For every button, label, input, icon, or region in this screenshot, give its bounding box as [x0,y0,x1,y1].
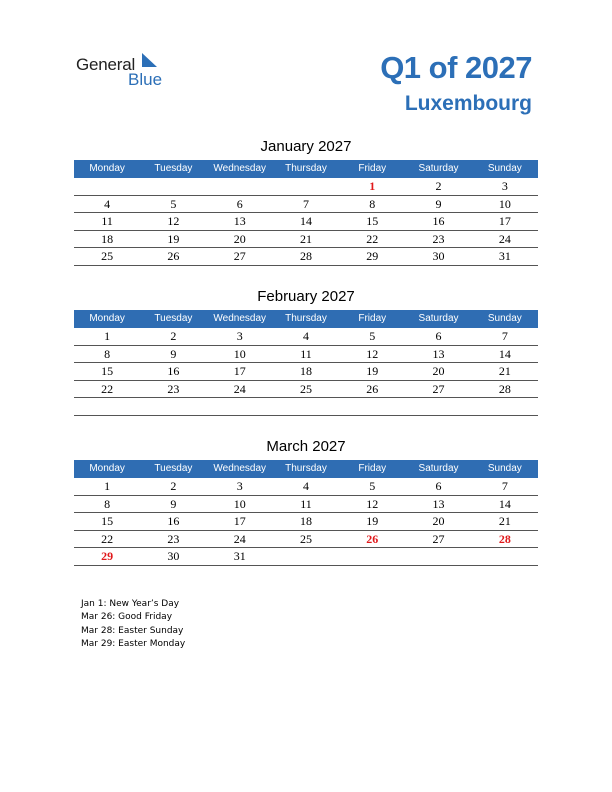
day-cell [207,398,273,415]
day-cell: 14 [299,214,312,229]
day-cell: 1 [104,329,111,343]
day-cell: 4 [302,329,309,343]
day-cell: 6 [435,479,442,493]
holiday-note: Mar 29: Easter Monday [81,639,186,650]
week-row [74,248,538,266]
day-cell: 17 [233,514,246,529]
day-cell: 25 [101,249,114,264]
day-cell: 8 [369,196,376,211]
month-calendar-march [74,437,538,566]
day-cell: 2 [170,479,177,493]
day-cell: 15 [101,514,114,529]
day-cell: 12 [366,496,379,511]
week-row [74,478,538,496]
day-cell: 1 [104,479,111,493]
day-cell: 26 [366,381,379,396]
day-cell: 21 [498,364,511,379]
weekday-label: Tuesday [154,313,193,324]
weekday-label: Monday [89,163,125,174]
weekday-label: Monday [89,463,125,474]
day-cell [74,178,140,195]
day-cell: 18 [299,514,312,529]
weekday-label: Friday [358,163,387,174]
day-cell: 2 [170,329,177,343]
month-title: February 2027 [257,288,355,305]
day-cell: 7 [302,196,309,211]
day-cell [273,548,339,565]
holiday-note: Mar 28: Easter Sunday [81,625,184,636]
day-cell: 11 [101,214,113,229]
day-cell: 1 [369,179,376,193]
country-subtitle: Luxembourg [404,92,532,115]
week-row [74,381,538,399]
day-cell: 27 [233,249,246,264]
day-cell: 16 [167,364,180,379]
day-cell: 3 [236,479,243,493]
weekday-label: Thursday [285,313,327,324]
day-cell: 24 [233,381,246,396]
day-cell: 21 [299,231,312,246]
weekday-label: Friday [358,463,387,474]
day-cell: 12 [167,214,180,229]
weekday-header [74,160,538,178]
week-row [74,513,538,531]
day-cell [207,178,273,195]
day-cell: 30 [167,549,180,564]
weekday-label: Saturday [418,463,459,474]
day-cell: 6 [435,329,442,343]
day-cell: 9 [170,496,177,511]
day-cell: 6 [236,196,243,211]
day-cell: 9 [170,346,177,361]
day-cell: 27 [432,531,445,546]
weekday-label: Sunday [487,463,522,474]
day-cell: 17 [233,364,246,379]
week-row [74,398,538,416]
day-cell: 4 [104,196,111,211]
day-cell: 20 [432,364,445,379]
day-cell [273,398,339,415]
weekday-label: Tuesday [154,163,193,174]
day-cell: 18 [101,231,114,246]
month-title: March 2027 [266,438,346,455]
day-cell: 3 [501,179,508,193]
week-row [74,346,538,364]
generalblue-logo [76,52,176,88]
blue-triangle-flag-icon [140,52,160,70]
day-cell: 24 [233,531,246,546]
weekday-label: Wednesday [213,463,267,474]
logo-text-general: General [76,55,136,74]
day-cell: 28 [498,381,511,396]
day-cell: 9 [435,196,442,211]
week-rows [74,328,538,416]
holiday-note: Jan 1: New Year’s Day [81,599,180,609]
week-row [74,213,538,231]
day-cell: 3 [236,329,243,343]
week-row [74,531,538,549]
day-cell: 10 [233,496,246,511]
day-cell: 18 [299,364,312,379]
day-cell: 22 [101,381,114,396]
day-cell: 19 [366,364,379,379]
page-title: Q1 of 2027 [380,50,532,85]
weekday-label: Sunday [487,313,522,324]
day-cell: 26 [167,249,180,264]
weekday-header [74,460,538,478]
day-cell: 21 [498,514,511,529]
day-cell: 31 [498,249,511,264]
day-cell [140,178,206,195]
day-cell [472,548,538,565]
day-cell: 7 [501,479,508,493]
day-cell: 15 [101,364,114,379]
day-cell: 29 [366,249,379,264]
day-cell: 30 [432,249,445,264]
day-cell: 15 [366,214,379,229]
day-cell: 22 [366,231,379,246]
day-cell: 20 [233,231,246,246]
day-cell: 16 [167,514,180,529]
day-cell: 7 [501,329,508,343]
day-cell: 13 [432,496,445,511]
day-cell: 28 [498,531,511,546]
day-cell: 19 [167,231,180,246]
week-rows [74,178,538,266]
day-cell: 10 [498,196,511,211]
day-cell: 11 [300,346,312,361]
holiday-notes [81,598,185,652]
day-cell: 14 [498,346,511,361]
day-cell: 13 [233,214,246,229]
week-row [74,496,538,514]
day-cell: 26 [366,531,379,546]
day-cell: 5 [369,329,376,343]
day-cell: 10 [233,346,246,361]
week-rows [74,478,538,566]
day-cell: 17 [498,214,511,229]
day-cell: 23 [167,381,180,396]
logo-text-blue: Blue [128,70,163,89]
day-cell: 24 [498,231,511,246]
week-row [74,196,538,214]
day-cell: 14 [498,496,511,511]
week-row [74,548,538,566]
day-cell: 19 [366,514,379,529]
day-cell [140,398,206,415]
day-cell: 4 [302,479,309,493]
day-cell: 28 [299,249,312,264]
day-cell: 20 [432,514,445,529]
week-row [74,178,538,196]
day-cell: 16 [432,214,445,229]
weekday-label: Monday [89,313,125,324]
day-cell: 23 [167,531,180,546]
day-cell: 11 [300,496,312,511]
day-cell: 2 [435,179,442,193]
day-cell: 8 [104,496,111,511]
day-cell: 25 [299,381,312,396]
weekday-label: Saturday [418,163,459,174]
day-cell: 23 [432,231,445,246]
week-row [74,363,538,381]
weekday-label: Tuesday [154,463,193,474]
weekday-label: Wednesday [213,163,267,174]
day-cell: 5 [170,196,177,211]
month-calendar-january [74,137,538,266]
day-cell: 5 [369,479,376,493]
week-row [74,328,538,346]
day-cell: 31 [233,549,246,564]
day-cell [405,398,471,415]
weekday-label: Wednesday [213,313,267,324]
month-title: January 2027 [260,138,352,155]
weekday-label: Saturday [418,313,459,324]
day-cell: 13 [432,346,445,361]
day-cell [273,178,339,195]
day-cell: 8 [104,346,111,361]
weekday-label: Friday [358,313,387,324]
weekday-header [74,310,538,328]
weekday-label: Thursday [285,163,327,174]
day-cell [405,548,471,565]
day-cell: 22 [101,531,114,546]
day-cell: 27 [432,381,445,396]
day-cell: 29 [101,549,114,564]
holiday-note: Mar 26: Good Friday [81,612,173,623]
day-cell: 12 [366,346,379,361]
week-row [74,231,538,249]
day-cell [74,398,140,415]
month-calendar-february [74,287,538,416]
day-cell [339,548,405,565]
day-cell [339,398,405,415]
weekday-label: Sunday [487,163,522,174]
day-cell: 25 [299,531,312,546]
day-cell [472,398,538,415]
weekday-label: Thursday [285,463,327,474]
